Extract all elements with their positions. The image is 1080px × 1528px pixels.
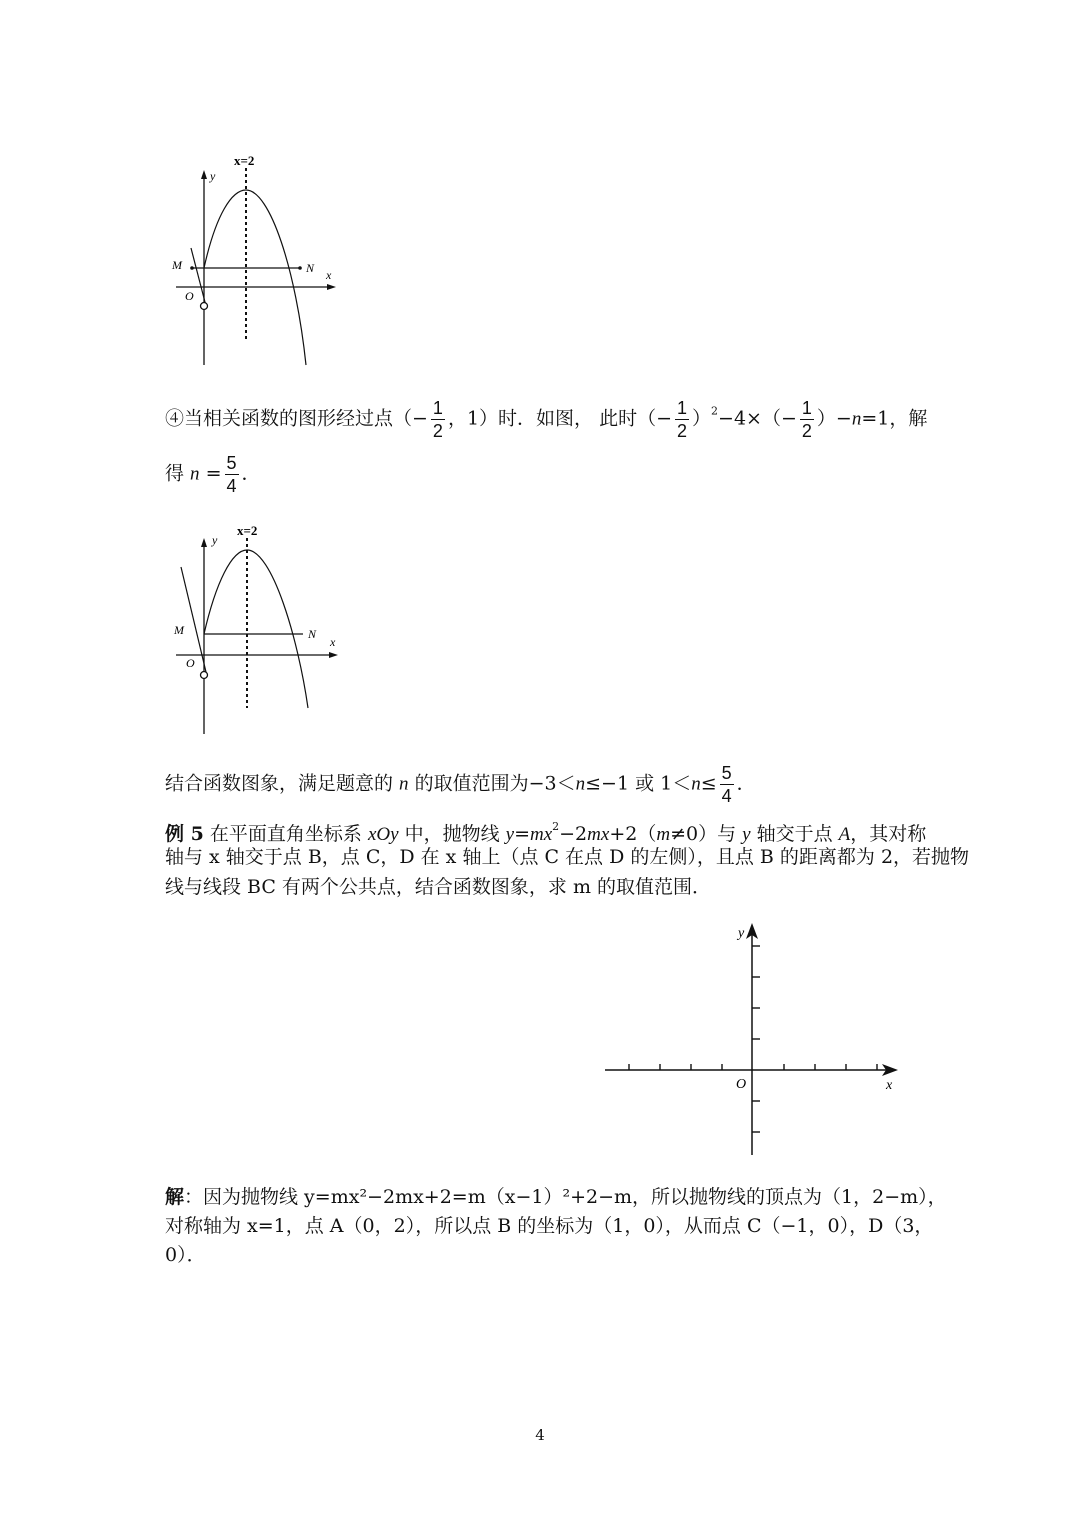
figure-1-parabola-curve	[204, 190, 306, 365]
case-4-line-1: ④当相关函数的图形经过点（− $\frac{1}{2}$ ，1）时．如图， 此时（− $\frac{1}{2}$ ）$^2$−4×（− $\frac{1}{2}$ ）−n=1，解	[165, 398, 928, 441]
figure-1-n-label: N	[306, 261, 315, 275]
figure-1-x-label: x	[326, 268, 332, 282]
figure-2-parabola	[160, 520, 360, 742]
figure-2-parabola-curve	[204, 550, 308, 708]
case-4-line-2: 得 n = $\frac{5}{4}$ ．	[165, 453, 261, 496]
figure-1-point-m	[190, 266, 194, 270]
solution-line-2: 对称轴为 x=1，点 A（0，2），所以点 B 的坐标为（1，0），从而点 C（−1，0），D（3，	[165, 1215, 934, 1237]
figure-1-m-label: M	[172, 258, 182, 272]
figure-2-m-label: M	[174, 623, 184, 637]
figure-2-x-label: x	[330, 635, 336, 649]
conclusion-line: 结合函数图象，满足题意的 n 的取值范围为−3＜n≤−1 或 1＜n≤ $\frac{5}{4}$ ．	[165, 763, 756, 806]
figure-1-y-label: y	[210, 169, 216, 183]
case-4-answer-fraction: $\frac{5}{4}$	[226, 453, 237, 496]
figure-2-x-arrow	[329, 652, 338, 658]
example-5-line-3: 线与线段 BC 有两个公共点，结合函数图象，求 m 的取值范围．	[165, 876, 712, 898]
page-number: 4	[535, 1426, 545, 1444]
figure-2-y-arrow	[201, 538, 207, 547]
solution-line-1: 解：因为抛物线 y=mx²−2mx+2=m（x−1）²+2−m，所以抛物线的顶点为（1，2−m），	[165, 1186, 947, 1208]
figure-1-x-arrow	[327, 284, 336, 290]
figure-1-point-n	[298, 266, 302, 270]
figure-2-origin-label: O	[186, 656, 195, 670]
figure-3-coordinate-grid	[600, 915, 910, 1160]
figure-3-x-label: x	[886, 1078, 893, 1093]
conclusion-fraction: $\frac{5}{4}$	[721, 763, 732, 806]
figure-1-y-arrow	[201, 170, 207, 179]
solution-line-3: 0）．	[165, 1244, 206, 1266]
example-5-label: 例 5	[165, 823, 204, 845]
case-4-point-fraction: $\frac{1}{2}$	[432, 398, 443, 441]
figure-2-y-label: y	[212, 533, 218, 547]
figure-1-parabola	[160, 150, 360, 372]
figure-1-open-point	[201, 303, 208, 310]
figure-2-axis-label: x=2	[237, 523, 258, 538]
figure-3-origin-label: O	[736, 1077, 747, 1092]
figure-3-x-ticks	[629, 1064, 877, 1070]
figure-1-axis-label: x=2	[234, 153, 255, 168]
figure-3-y-ticks	[752, 946, 760, 1132]
figure-2-n-label: N	[308, 627, 317, 641]
example-5-line-2: 轴与 x 轴交于点 B，点 C，D 在 x 轴上（点 C 在点 D 的左侧），且点 B 的距离都为 2，若抛物	[165, 846, 970, 868]
solution-label: 解	[165, 1186, 185, 1208]
figure-3-y-label: y	[738, 926, 745, 941]
figure-2-open-point	[201, 672, 208, 679]
example-5-line-1: 例 5 在平面直角坐标系 xOy 中，抛物线 $y=mx^2-2mx+2(m\ne 0)$与 y 轴交于点 A，其对称	[165, 820, 927, 845]
figure-1-origin-label: O	[185, 289, 194, 303]
